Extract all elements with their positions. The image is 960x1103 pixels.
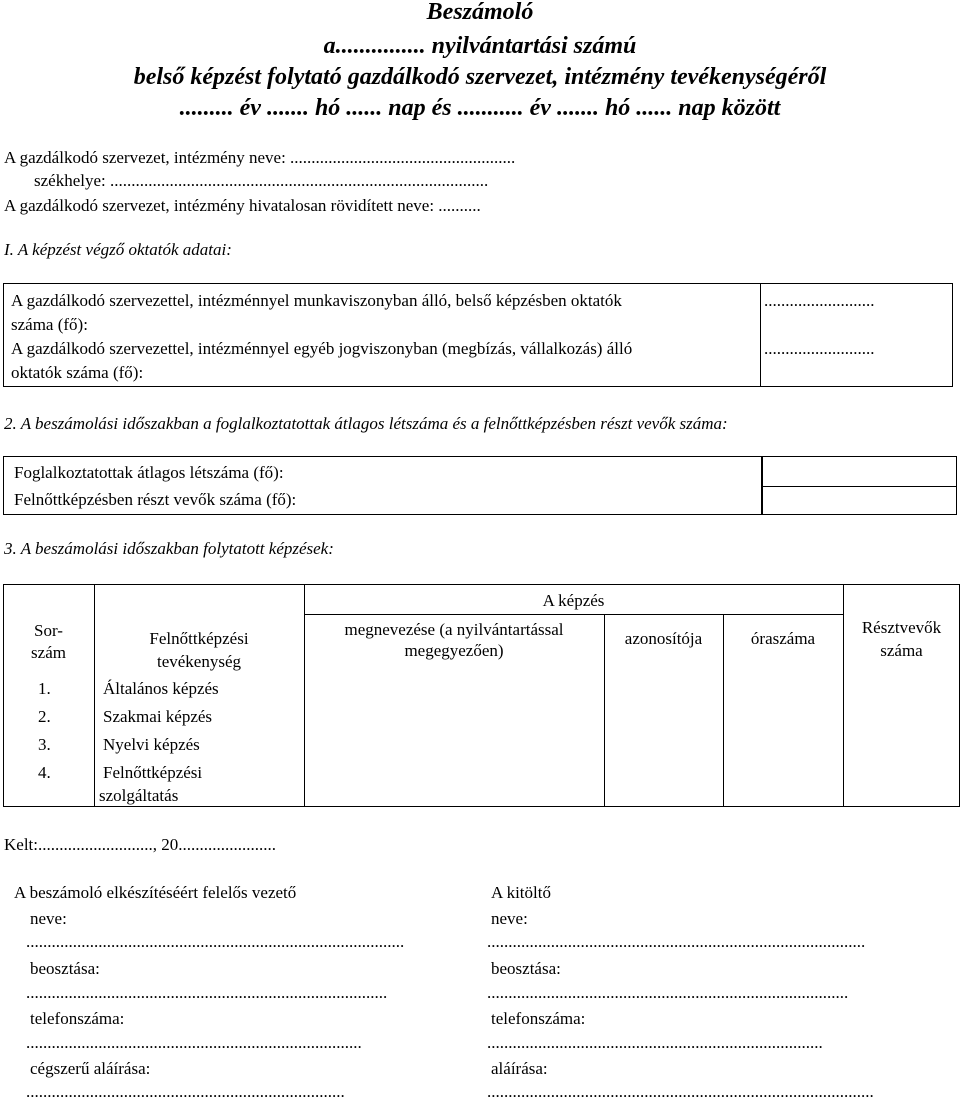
org-name-field: A gazdálkodó szervezet, intézmény neve: ..................................................... [4,148,516,167]
manager-name-label: neve: [30,909,67,928]
contract-instructors-value: .......................... [764,339,875,358]
manager-position-label: beosztása: [30,959,100,978]
row-activity: Nyelvi képzés [103,735,200,754]
headcount-row-divider [762,486,957,487]
row-num: 4. [38,763,51,782]
col-header-activity: Felnőttképzési [149,629,249,648]
manager-signature-dots: ........................................................................... [26,1082,345,1101]
filler-title: A kitöltő [491,883,551,902]
col-header-sorszam-2: szám [31,643,66,662]
period-line: ......... év ....... hó ...... nap és ........... év ....... hó ...... nap között [179,95,781,121]
report-title: Beszámoló [426,0,534,25]
section3-heading: 3. A beszámolási időszakban folytatott képzések: [4,539,334,558]
organization-type-line: belső képzést folytató gazdálkodó szervezet, intézmény tevékenységéről [133,64,827,90]
filler-name-label: neve: [491,909,528,928]
registration-number-line: a............... nyilvántartási számú [323,33,637,59]
filler-position-dots: ..................................................................................... [487,983,849,1002]
col-header-participants-2: száma [880,641,923,660]
filler-name-dots: ......................................................................................... [487,932,866,951]
col-header-participants: Résztvevők [861,618,942,637]
col-header-name-2: megegyezően) [404,641,504,660]
filler-position-label: beosztása: [491,959,561,978]
row-num: 1. [38,679,51,698]
contract-instructors-label: A gazdálkodó szervezettel, intézménnyel egyéb jogviszonyban (megbízás, vállalkozás) álló [11,339,633,358]
contract-instructors-label-2: oktatók száma (fő): [11,363,144,382]
row-num: 2. [38,707,51,726]
col-header-hours: óraszáma [750,629,816,648]
filler-signature-label: aláírása: [491,1059,548,1078]
filler-signature-dots: ........................................................................................... [487,1082,874,1101]
col-header-sorszam: Sor- [34,621,63,640]
employed-instructors-label: A gazdálkodó szervezettel, intézménnyel munkaviszonyban álló, belső képzésben oktatók [11,291,622,310]
manager-position-dots: ..................................................................................... [26,983,388,1002]
table-col-divider [304,584,305,807]
date-field: Kelt:..........................., 20....................... [4,835,276,854]
employed-instructors-label-2: száma (fő): [11,315,88,334]
table-divider [760,284,761,386]
manager-name-dots: ......................................................................................... [26,932,405,951]
employed-instructors-value: .......................... [764,291,875,310]
col-header-id: azonosítója [624,629,703,648]
table-col-divider [94,584,95,807]
org-seat-field: székhelye: ......................................................................................... [34,171,489,190]
section2-heading: 2. A beszámolási időszakban a foglalkoztatottak átlagos létszáma és a felnőttképzésben részt vevők száma: [4,414,728,433]
adult-training-participants-label: Felnőttképzésben részt vevők száma (fő): [14,490,297,509]
manager-phone-label: telefonszáma: [30,1009,125,1028]
group-header-divider [304,614,843,615]
row-num: 3. [38,735,51,754]
row-activity: Felnőttképzési [103,763,203,782]
org-short-name-field: A gazdálkodó szervezet, intézmény hivatalosan rövidített neve: .......... [4,196,481,215]
manager-phone-dots: ............................................................................... [26,1033,362,1052]
section1-heading: I. A képzést végző oktatók adatai: [4,240,232,259]
filler-phone-label: telefonszáma: [491,1009,586,1028]
row-activity: Szakmai képzés [103,707,213,726]
filler-phone-dots: ............................................................................... [487,1033,823,1052]
row-activity: Általános képzés [103,679,219,698]
manager-signature-label: cégszerű aláírása: [30,1059,151,1078]
col-group-header: A képzés [542,591,605,610]
col-header-name: megnevezése (a nyilvántartással [344,620,564,639]
manager-title: A beszámoló elkészítéséért felelős vezető [14,883,297,902]
col-header-activity-2: tevékenység [156,652,242,671]
row-activity-2: szolgáltatás [99,786,179,805]
average-employees-label: Foglalkoztatottak átlagos létszáma (fő): [14,463,284,482]
